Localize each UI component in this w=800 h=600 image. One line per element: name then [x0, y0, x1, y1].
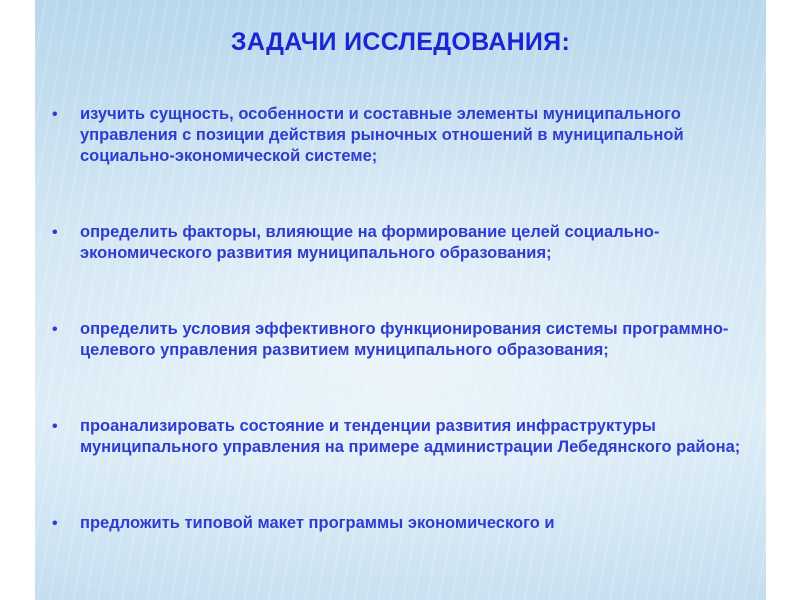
- list-item-text: определить факторы, влияющие на формирование целей социально-экономического развития муниципального образования;: [80, 223, 660, 262]
- list-item: [52, 222, 742, 264]
- bullet-icon: •: [52, 224, 58, 241]
- slide-title: ЗАДАЧИ ИССЛЕДОВАНИЯ:: [230, 28, 571, 56]
- list-item-text: изучить сущность, особенности и составные элементы муниципального управления с позиции действия рыночных отношений в муниципальной социально-экономической системе;: [80, 105, 684, 165]
- task-list: [52, 104, 742, 534]
- bullet-icon: •: [52, 515, 58, 532]
- list-item: [52, 416, 742, 458]
- list-item-text: проанализировать состояние и тенденции развития инфраструктуры муниципального управления на примере администрации Лебедянского района;: [80, 417, 741, 456]
- bullet-icon: •: [52, 106, 58, 123]
- list-item: [52, 319, 742, 361]
- list-item: [52, 513, 742, 534]
- list-item-text: предложить типовой макет программы экономического и: [80, 514, 555, 532]
- list-item: [52, 104, 742, 167]
- bullet-icon: •: [52, 418, 58, 435]
- slide: [35, 0, 766, 600]
- bullet-icon: •: [52, 321, 58, 338]
- list-item-text: определить условия эффективного функционирования системы программно-целевого управления развитием муниципального образования;: [80, 320, 729, 359]
